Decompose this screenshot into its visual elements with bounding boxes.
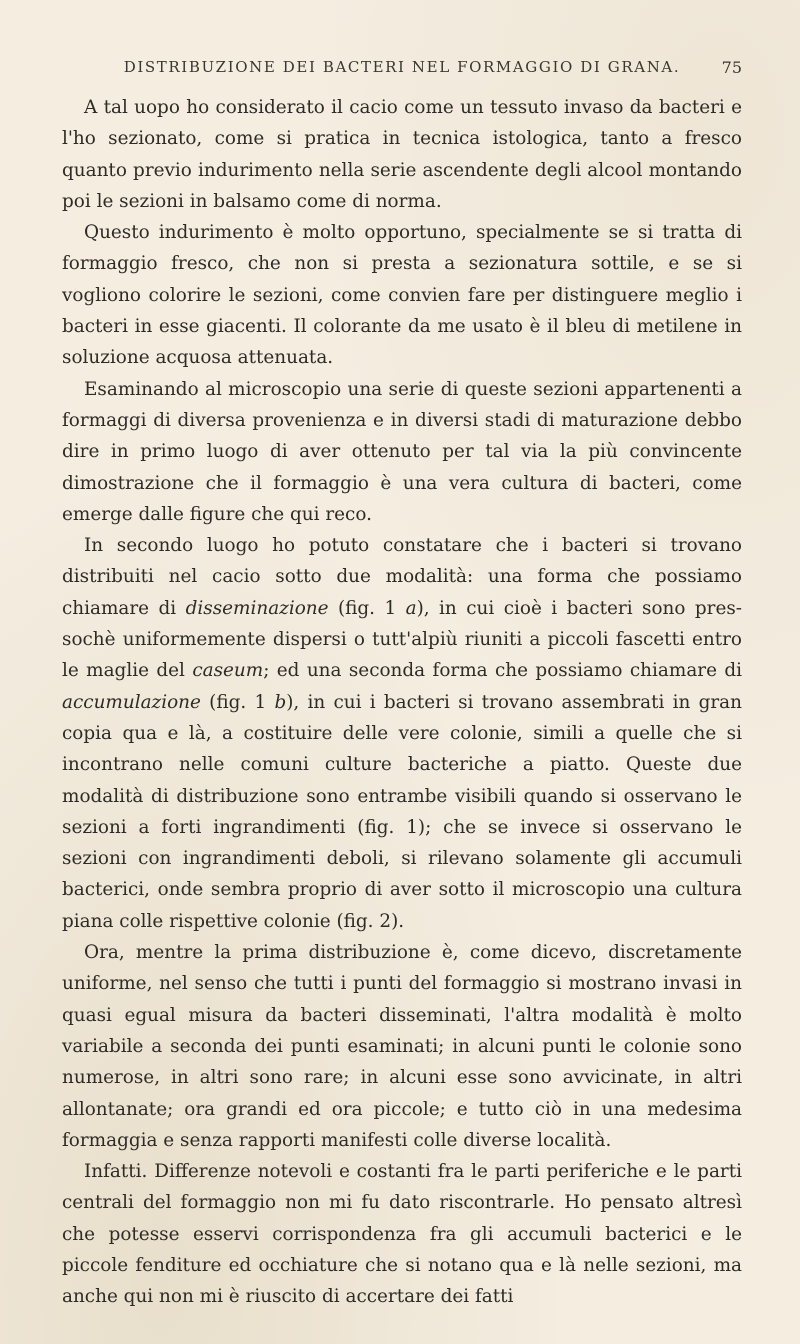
paragraph-4-text: ; ed una seconda forma che possiamo chiamare di [263,660,742,682]
paragraph-4-text: (fig. 1 [328,597,406,619]
running-head [62,58,742,80]
paragraph-1: A tal uopo ho considerato il cacio come un tessuto invaso da bacteri e l'ho sezionato, come si pratica in tecnica istologica, tanto a fresco quanto previo indurimento nella serie ascendente degli alcool montando poi le sezioni in balsamo come di norma. [62,97,742,212]
paragraph-4-text: In secondo luogo ho potuto constatare che i bacteri si trovano distribuiti nel cacio sotto due modalità: una forma che possiamo chiamare di [62,535,742,619]
italic-term-accumulazione: accumulazione [62,691,201,713]
paragraph-4 [62,530,742,937]
figure-label-b: b [274,691,287,713]
italic-term-disseminazione: disseminazione [185,597,329,619]
body-text [62,92,742,1313]
paragraph-4-text: ), in cui i bacteri si trovano assembrati in gran copia qua e là, a costituire delle vere colonie, simili a quelle che si incontrano nelle comuni culture bacteriche a piatto. Queste due modalità di distribuzione sono entrambe visibili quando si osservano le sezioni a forti ingrandimenti (fig. 1); che se invece si osservano le sezioni con ingrandimenti deboli, si rilevano solamente gli accumuli bacterici, onde sembra proprio di aver sotto il microscopio una cultura piana colle rispettive colonie (fig. 2). [62,691,742,932]
paragraph-2: Questo indurimento è molto opportuno, specialmente se si tratta di formaggio fresco, che non si presta a sezionatura sottile, e se si vogliono colorire le sezioni, come convien fare per distinguere meglio i bacteri in esse giacenti. Il colorante da me usato è il bleu di metilene in soluzione acquosa attenuata. [62,222,742,369]
paragraph-3: Esaminando al microscopio una serie di queste sezioni appartenenti a formaggi di diversa provenienza e in diversi stadi di maturazione debbo dire in primo luogo di aver ottenuto per tal via la più convincente dimostrazione che il formaggio è una vera cultura di bacteri, come emerge dalle figure che qui reco. [62,378,742,525]
page-number: 75 [721,58,742,77]
paragraph-4-text: ), in cui cioè i bacteri sono pressochè uniformemente dispersi o tutt'alpiù riuniti a piccoli fascetti entro le maglie del [62,597,742,682]
figure-label-a: a [405,597,417,619]
running-title: DISTRIBUZIONE DEI BACTERI NEL FORMAGGIO DI GRANA. [123,58,681,76]
italic-term-caseum: caseum [192,660,264,682]
paragraph-5: Ora, mentre la prima distribuzione è, come dicevo, discretamente uniforme, nel senso che tutti i punti del formaggio si mostrano invasi in quasi egual misura da bacteri disseminati, l'altra modalità è molto variabile a seconda dei punti esaminati; in alcuni punti le colonie sono numerose, in altri sono rare; in alcuni esse sono avvicinate, in altri allontanate; ora grandi ed ora piccole; e tutto ciò in una medesima formaggia e senza rapporti manifesti colle diverse località. [62,942,742,1151]
paragraph-4-text: (fig. 1 [200,691,275,713]
paragraph-6: Infatti. Differenze notevoli e costanti fra le parti periferiche e le parti centrali del formaggio non mi fu dato riscontrarle. Ho pensato altresì che potesse esservi corrispondenza fra gli accumuli bacterici e le piccole fenditure ed occhiature che si notano qua e là nelle sezioni, ma anche qui non mi è riuscito di accertare dei fatti [62,1161,742,1308]
